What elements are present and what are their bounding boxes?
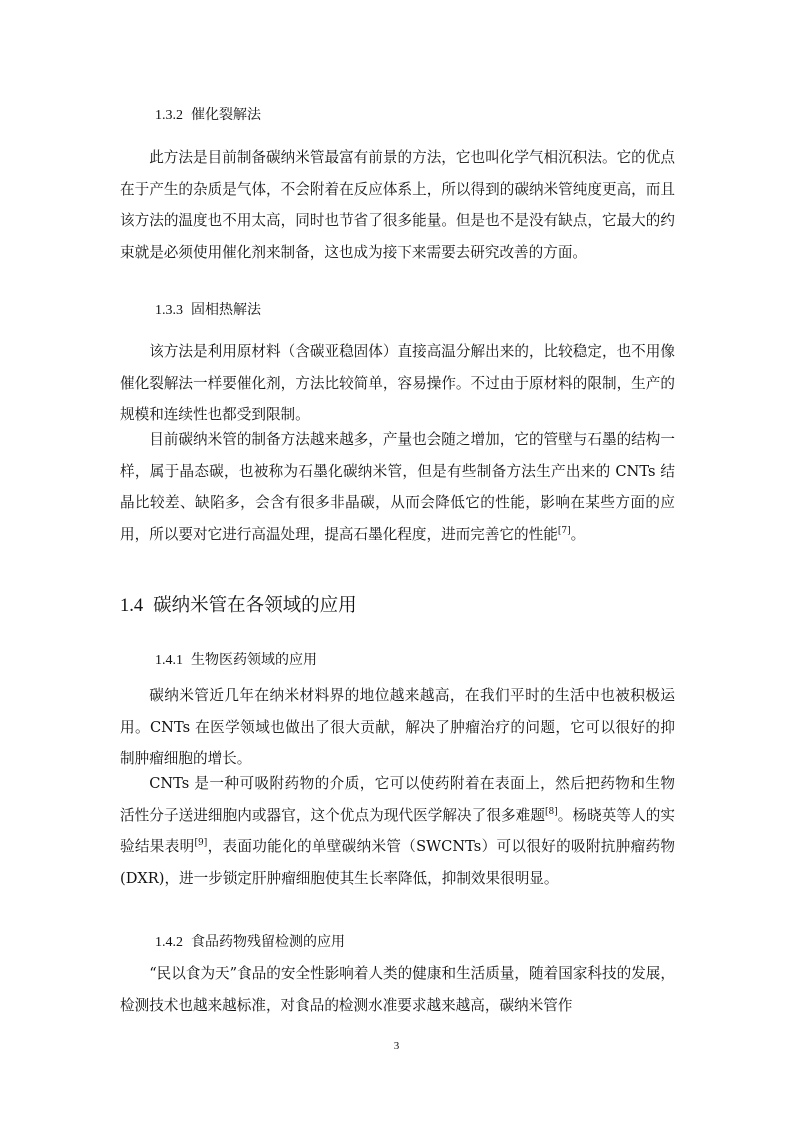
section-title: 催化裂解法 [191,107,261,123]
paragraph: 此方法是目前制备碳纳米管最富有前景的方法，它也叫化学气相沉积法。它的优点在于产生的杂质是气体，不会附着在反应体系上，所以得到的碳纳米管纯度更高，而且该方法的温度也不用太高，同时也节省了很多能量。但是也不是没有缺点，它最大的约束就是必须使用催化剂来制备，这也成为接下来需要去研究改善的方面。 [120,149,675,261]
section-heading-1-3-3 [155,300,261,321]
section-title: 食品药物残留检测的应用 [191,934,345,950]
citation-ref: [9] [194,838,208,849]
section-heading-1-3-2 [155,105,261,126]
section-number: 1.4.2 [155,935,183,950]
paragraph [120,424,675,550]
section-number: 1.3.3 [155,303,183,318]
section-number: 1.4 [120,596,144,616]
section-title: 碳纳米管在各领域的应用 [153,595,357,616]
page-number: 3 [393,1040,400,1052]
citation-ref: [7] [557,525,571,536]
paragraph: 碳纳米管近几年在纳米材料界的地位越来越高，在我们平时的生活中也被积极运用。CNTs 在医学领域也做出了很大贡献，解决了肿瘤治疗的问题，它可以很好的抑制肿瘤细胞的增长。 [120,687,675,768]
section-title: 固相热解法 [191,302,261,318]
paragraph-text: 。 [570,525,586,543]
section-heading-1-4-1 [155,650,317,671]
paragraph [120,768,675,894]
paragraph: 该方法是利用原材料（含碳亚稳固体）直接高温分解出来的，比较稳定，也不用像催化裂解法一样要催化剂，方法比较简单，容易操作。不过由于原材料的限制，生产的规模和连续性也都受到限制。 [120,343,675,424]
section-title: 生物医药领域的应用 [191,652,317,668]
section-heading-1-4-2 [155,932,345,953]
paragraph-text: CNTs 是一种可吸附药物的介质，它可以使药附着在表面上，然后把药物和生物活性分子送进细胞内或器官，这个优点为现代医学解决了很多难题 [120,775,675,824]
section-heading-1-4 [120,594,357,618]
paragraph-text: 目前碳纳米管的制备方法越来越多，产量也会随之增加，它的管壁与石墨的结构一样，属于晶态碳，也被称为石墨化碳纳米管，但是有些制备方法生产出来的 CNTs 结晶比较差、缺陷多，会含有很多非晶碳，从而会降低它的性能，影响在某些方面的应用，所以要对它进行高温处理，提高石墨化程度，进而完善它的性能 [120,431,675,543]
paragraph-text: ，表面功能化的单壁碳纳米管（SWCNTs）可以很好的吸附抗肿瘤药物(DXR)，进一步锁定肝肿瘤细胞使其生长率降低，抑制效果很明显。 [120,838,675,887]
section-number: 1.3.2 [155,108,183,123]
paragraph: “民以食为天”食品的安全性影响着人类的健康和生活质量，随着国家科技的发展，检测技术也越来越标准，对食品的检测水准要求越来越高，碳纳米管作 [120,965,675,1014]
paragraph-text: 。杨晓英等人的实验结果表明 [120,806,675,856]
citation-ref: [8] [545,806,558,817]
section-number: 1.4.1 [155,653,183,668]
